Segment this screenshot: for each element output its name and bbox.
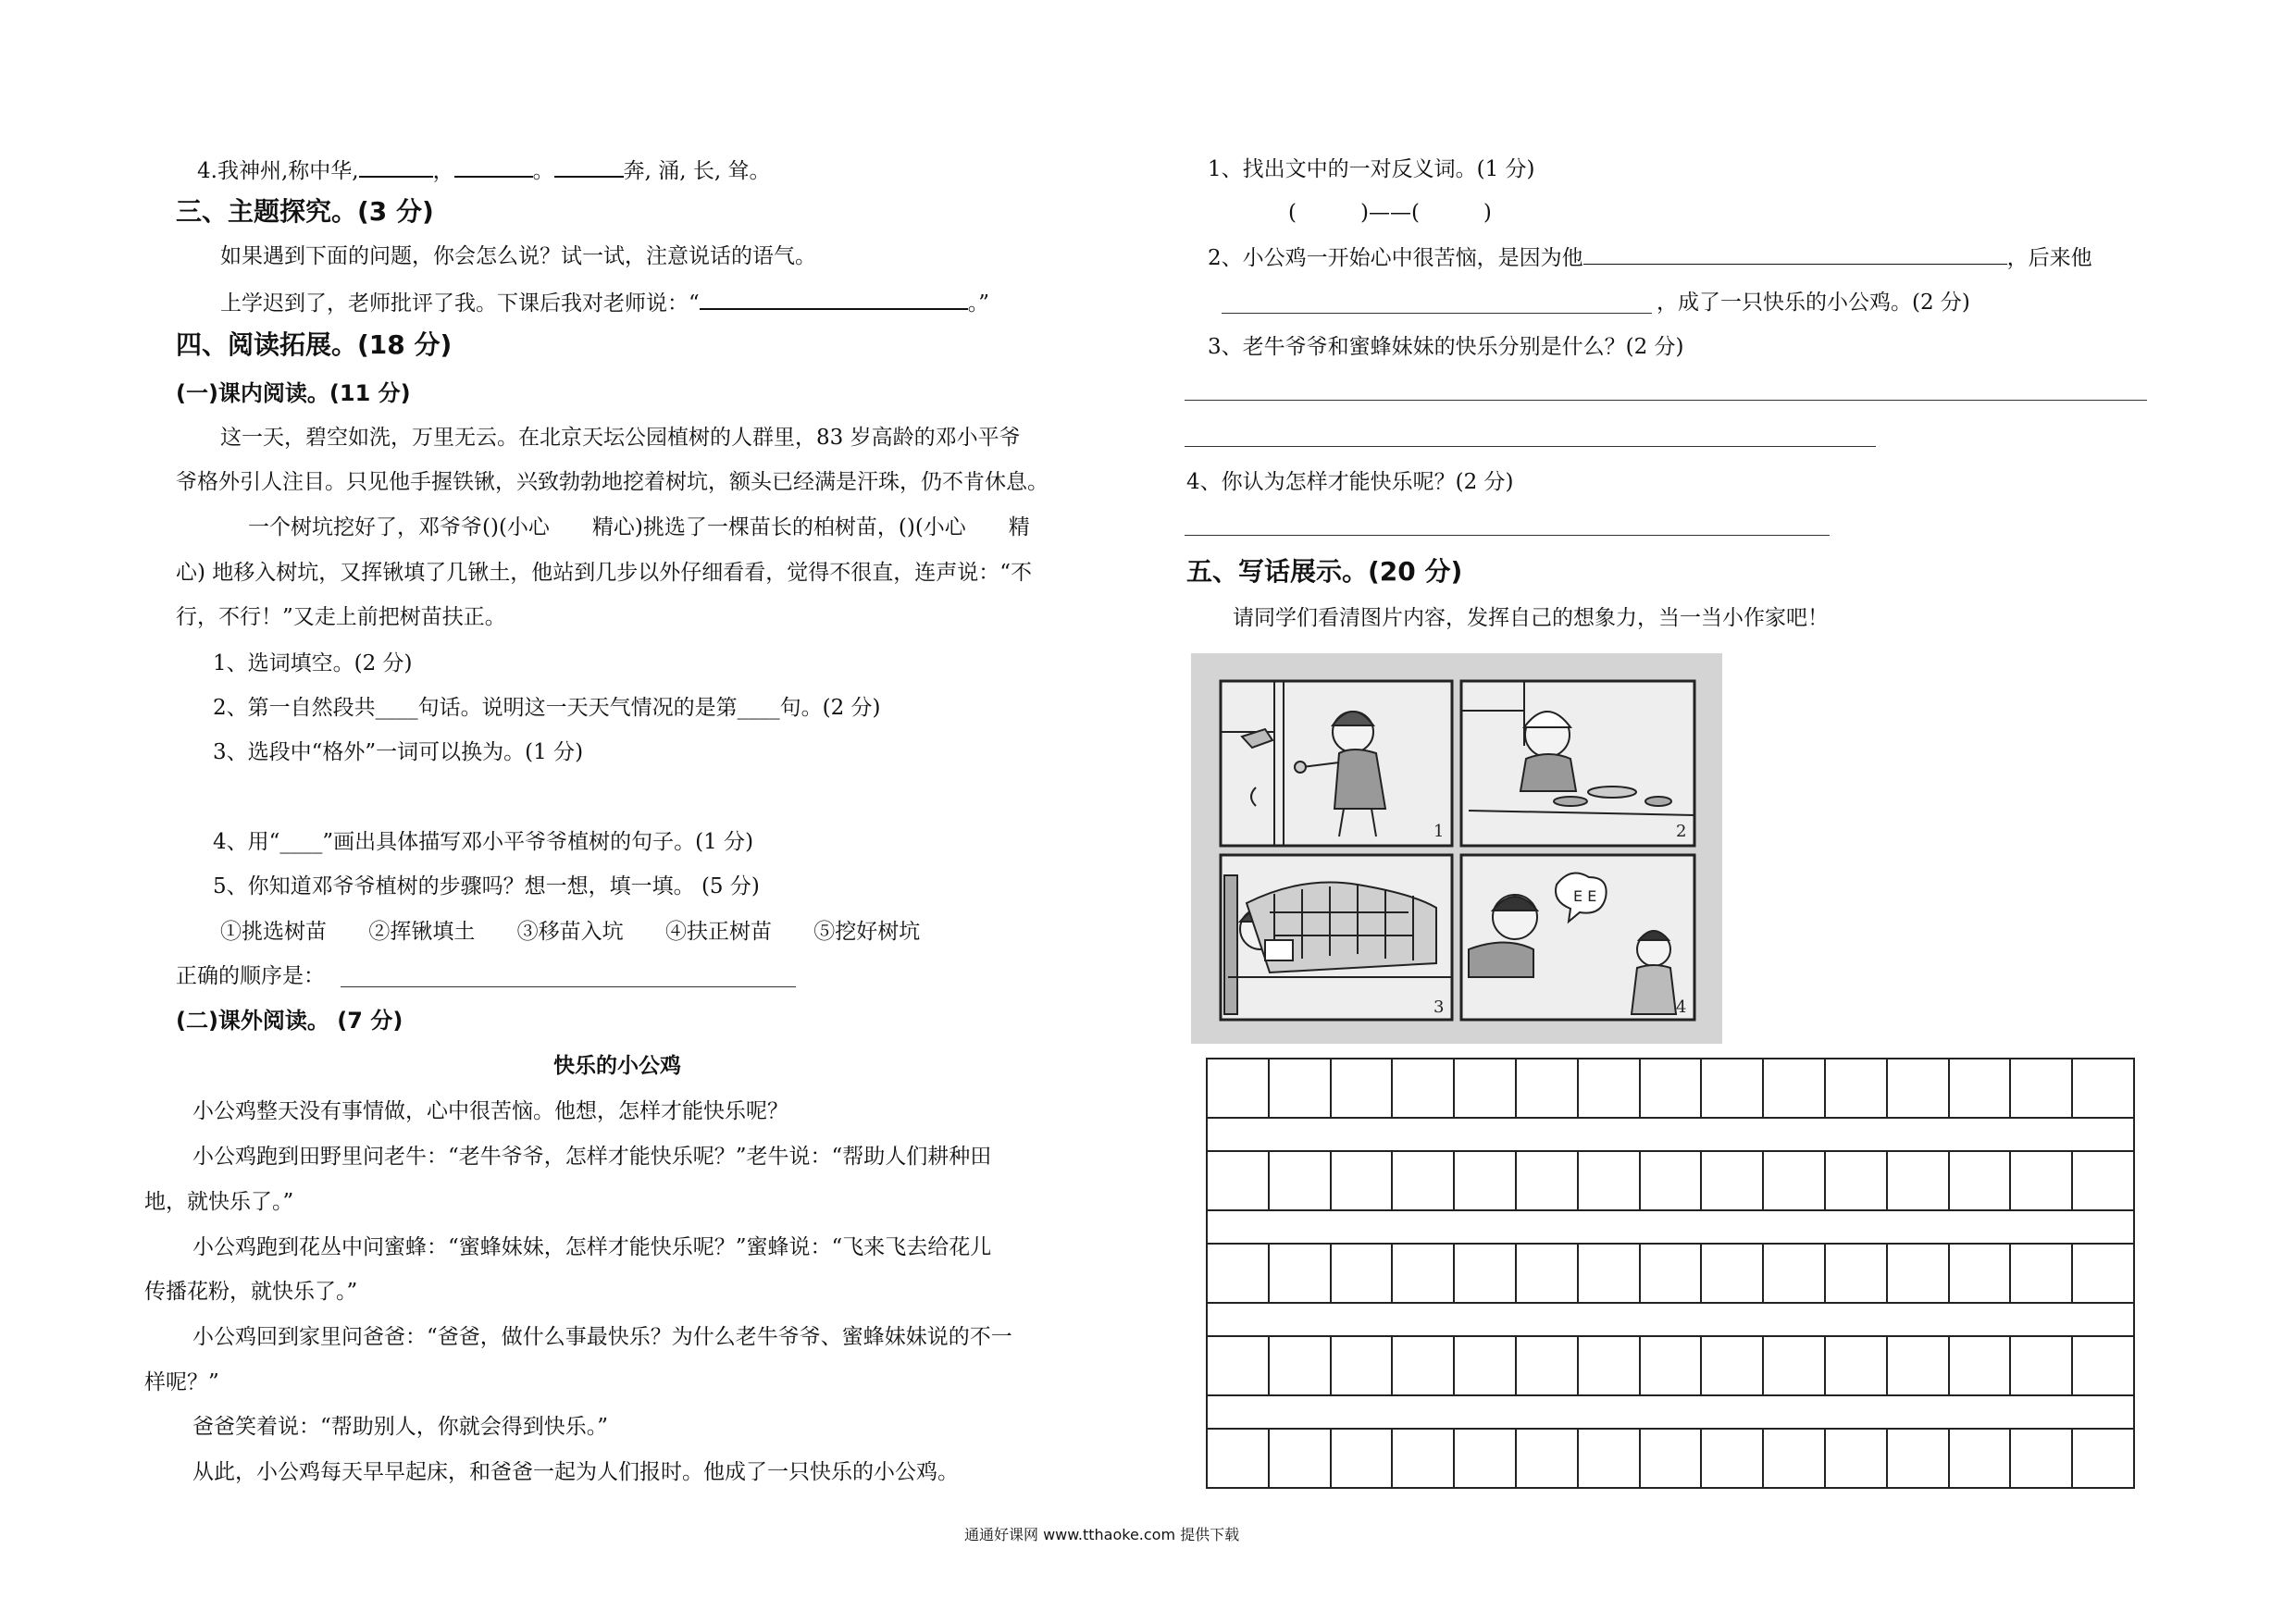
grid-cell[interactable] xyxy=(2073,1152,2133,1209)
right-question-2: 2、小公鸡一开始心中很苦恼，是因为他 ，后来他 xyxy=(1208,243,2092,272)
grid-cell[interactable] xyxy=(1950,1337,2012,1394)
grid-cell[interactable] xyxy=(1332,1152,1394,1209)
grid-cell[interactable] xyxy=(1455,1337,1517,1394)
order-label: 正确的顺序是： xyxy=(176,964,325,988)
step-list: ①挑选树苗 ②挥锹填土 ③移苗入坑 ④扶正树苗 ⑤挖好树坑 xyxy=(220,920,921,944)
passage-line: 这一天，碧空如洗，万里无云。在北京天坛公园植树的人群里，83 岁高龄的邓小平爷 xyxy=(220,426,1021,450)
story-line: 样呢？” xyxy=(144,1370,219,1394)
grid-cell[interactable] xyxy=(1888,1059,1950,1117)
grid-cell[interactable] xyxy=(1826,1152,1888,1209)
grid-row[interactable] xyxy=(1206,1058,2135,1119)
story-line: 地，就快乐了。” xyxy=(144,1190,294,1214)
section-3-intro: 如果遇到下面的问题，你会怎么说？试一试，注意说话的语气。 xyxy=(220,244,816,268)
grid-cell[interactable] xyxy=(1393,1337,1455,1394)
right-question-2-tail: ，成了一只快乐的小公鸡。(2 分) xyxy=(1657,291,1970,315)
grid-cell[interactable] xyxy=(1455,1430,1517,1487)
footer-text: 通通好课网 www.tthaoke.com 提供下载 xyxy=(964,1526,1240,1543)
grid-cell[interactable] xyxy=(1517,1430,1579,1487)
grid-cell[interactable] xyxy=(2011,1245,2073,1302)
grid-cell[interactable] xyxy=(1641,1337,1703,1394)
grid-row[interactable] xyxy=(1206,1335,2135,1396)
story-line: 小公鸡整天没有事情做，心中很苦恼。他想，怎样才能快乐呢？ xyxy=(192,1099,788,1123)
question-4: 4、用“____”画出具体描写邓小平爷爷植树的句子。(1 分) xyxy=(213,830,754,854)
story-line: 从此，小公鸡每天早早起床，和爸爸一起为人们报时。他成了一只快乐的小公鸡。 xyxy=(192,1460,959,1484)
section-5-intro: 请同学们看清图片内容，发挥自己的想象力，当一当小作家吧！ xyxy=(1233,606,1829,630)
grid-row[interactable] xyxy=(1206,1243,2135,1304)
grid-cell[interactable] xyxy=(1208,1152,1270,1209)
grid-cell[interactable] xyxy=(1702,1337,1764,1394)
grid-cell[interactable] xyxy=(1826,1337,1888,1394)
panel-number: 3 xyxy=(1433,997,1445,1017)
story-line: 传播花粉，就快乐了。” xyxy=(144,1280,358,1304)
story-line: 爸爸笑着说：“帮助别人，你就会得到快乐。” xyxy=(192,1415,609,1439)
grid-cell[interactable] xyxy=(1455,1059,1517,1117)
writing-grid[interactable] xyxy=(1206,1058,2135,1489)
grid-cell[interactable] xyxy=(1393,1430,1455,1487)
grid-cell[interactable] xyxy=(1270,1152,1332,1209)
grid-cell[interactable] xyxy=(1579,1245,1641,1302)
grid-cell[interactable] xyxy=(1641,1430,1703,1487)
grid-cell[interactable] xyxy=(1826,1245,1888,1302)
grid-cell[interactable] xyxy=(2073,1430,2133,1487)
story-title: 快乐的小公鸡 xyxy=(553,1054,681,1078)
grid-cell[interactable] xyxy=(1455,1245,1517,1302)
section-4-title: 四、阅读拓展。(18 分) xyxy=(176,329,453,360)
answer-line[interactable] xyxy=(1185,446,1876,447)
grid-spacer xyxy=(1206,1209,2135,1245)
antonym-blanks[interactable]: ( )——( ) xyxy=(1288,201,1492,225)
grid-cell[interactable] xyxy=(1826,1059,1888,1117)
grid-cell[interactable] xyxy=(1270,1059,1332,1117)
right-question-1: 1、找出文中的一对反义词。(1 分) xyxy=(1208,157,1535,181)
grid-spacer xyxy=(1206,1302,2135,1337)
grid-row[interactable] xyxy=(1206,1150,2135,1211)
answer-blank[interactable] xyxy=(1583,243,2007,265)
grid-cell[interactable] xyxy=(1764,1245,1826,1302)
grid-cell[interactable] xyxy=(1888,1337,1950,1394)
grid-cell[interactable] xyxy=(1270,1245,1332,1302)
blank[interactable] xyxy=(554,155,624,178)
grid-cell[interactable] xyxy=(1702,1059,1764,1117)
answer-line[interactable] xyxy=(1185,535,1830,536)
answer-blank[interactable] xyxy=(700,288,968,310)
grid-cell[interactable] xyxy=(1579,1430,1641,1487)
comic-picture xyxy=(1191,653,1722,1044)
grid-cell[interactable] xyxy=(2073,1337,2133,1394)
grid-cell[interactable] xyxy=(1517,1152,1579,1209)
grid-cell[interactable] xyxy=(1455,1152,1517,1209)
story-line: 小公鸡跑到田野里问老牛：“老牛爷爷，怎样才能快乐呢？”老牛说：“帮助人们耕种田 xyxy=(192,1145,992,1169)
story-line: 小公鸡跑到花丛中问蜜蜂：“蜜蜂妹妹，怎样才能快乐呢？”蜜蜂说：“飞来飞去给花儿 xyxy=(192,1235,992,1259)
grid-row[interactable] xyxy=(1206,1428,2135,1489)
grid-cell[interactable] xyxy=(2011,1152,2073,1209)
right-question-3: 3、老牛爷爷和蜜蜂妹妹的快乐分别是什么？(2 分) xyxy=(1208,335,1684,359)
passage-line: 爷格外引人注目。只见他手握铁锹，兴致勃勃地挖着树坑，额头已经满是汗珠，仍不肯休息。 xyxy=(176,470,1049,494)
grid-cell[interactable] xyxy=(1393,1152,1455,1209)
grid-cell[interactable] xyxy=(1950,1245,2012,1302)
grid-cell[interactable] xyxy=(1950,1430,2012,1487)
question-5: 5、你知道邓爷爷植树的步骤吗？想一想，填一填。 (5 分) xyxy=(213,874,760,898)
grid-cell[interactable] xyxy=(1888,1245,1950,1302)
grid-cell[interactable] xyxy=(2011,1059,2073,1117)
panel-number: 1 xyxy=(1433,822,1445,841)
grid-cell[interactable] xyxy=(2011,1337,2073,1394)
grid-cell[interactable] xyxy=(1826,1430,1888,1487)
grid-cell[interactable] xyxy=(1641,1059,1703,1117)
grid-cell[interactable] xyxy=(2011,1430,2073,1487)
fill-in-question-4: 4.我神州,称中华, ， 。 奔, 涌, 长, 耸。 xyxy=(197,155,770,185)
grid-cell[interactable] xyxy=(1950,1059,2012,1117)
panel-2 xyxy=(1461,681,1694,846)
question-3: 3、选段中“格外”一词可以换为。(1 分) xyxy=(213,740,584,764)
grid-cell[interactable] xyxy=(1332,1245,1394,1302)
grid-cell[interactable] xyxy=(1764,1337,1826,1394)
grid-cell[interactable] xyxy=(1517,1059,1579,1117)
right-question-4: 4、你认为怎样才能快乐呢？(2 分) xyxy=(1186,470,1514,494)
grid-cell[interactable] xyxy=(1332,1337,1394,1394)
grid-cell[interactable] xyxy=(1764,1059,1826,1117)
grid-spacer xyxy=(1206,1394,2135,1430)
section-5-title: 五、写话展示。(20 分) xyxy=(1186,556,1463,587)
grid-cell[interactable] xyxy=(1270,1337,1332,1394)
question-1: 1、选词填空。(2 分) xyxy=(213,651,413,675)
grid-cell[interactable] xyxy=(1208,1059,1270,1117)
grid-cell[interactable] xyxy=(1641,1245,1703,1302)
subsection-1-title: (一)课内阅读。(11 分) xyxy=(176,380,411,406)
subsection-2-title: (二)课外阅读。 (7 分) xyxy=(176,1008,403,1034)
speech-bubble-text: E E xyxy=(1573,887,1597,905)
section-3-prompt: 上学迟到了，老师批评了我。下课后我对老师说：“ 。” xyxy=(220,288,989,317)
grid-cell[interactable] xyxy=(1270,1430,1332,1487)
grid-cell[interactable] xyxy=(1579,1337,1641,1394)
order-answer-line[interactable] xyxy=(341,986,796,987)
grid-cell[interactable] xyxy=(1332,1430,1394,1487)
grid-cell[interactable] xyxy=(1332,1059,1394,1117)
story-line: 小公鸡回到家里问爸爸：“爸爸，做什么事最快乐？为什么老牛爷爷、蜜蜂妹妹说的不一 xyxy=(192,1325,1012,1349)
passage-line: 行，不行！”又走上前把树苗扶正。 xyxy=(176,605,506,629)
answer-line[interactable] xyxy=(1185,400,2147,401)
grid-cell[interactable] xyxy=(2073,1059,2133,1117)
grid-cell[interactable] xyxy=(1517,1337,1579,1394)
grid-cell[interactable] xyxy=(1764,1430,1826,1487)
passage-line: 一个树坑挖好了，邓爷爷()(小心 精心)挑选了一棵苗长的柏树苗，()(小心 精 xyxy=(248,515,1030,539)
grid-cell[interactable] xyxy=(1579,1152,1641,1209)
grid-cell[interactable] xyxy=(1208,1337,1270,1394)
grid-cell[interactable] xyxy=(2073,1245,2133,1302)
question-2: 2、第一自然段共____句话。说明这一天天气情况的是第____句。(2 分) xyxy=(213,696,881,720)
blank[interactable] xyxy=(454,155,533,178)
grid-spacer xyxy=(1206,1117,2135,1152)
grid-cell[interactable] xyxy=(1764,1152,1826,1209)
grid-cell[interactable] xyxy=(1517,1245,1579,1302)
panel-number: 2 xyxy=(1676,822,1687,841)
panel-number: 4 xyxy=(1676,997,1687,1017)
answer-line[interactable] xyxy=(1222,313,1652,314)
grid-cell[interactable] xyxy=(1208,1245,1270,1302)
grid-cell[interactable] xyxy=(1393,1059,1455,1117)
grid-cell[interactable] xyxy=(1579,1059,1641,1117)
grid-cell[interactable] xyxy=(1888,1152,1950,1209)
grid-cell[interactable] xyxy=(1702,1430,1764,1487)
section-3-title: 三、主题探究。(3 分) xyxy=(176,196,434,227)
grid-cell[interactable] xyxy=(1702,1152,1764,1209)
grid-cell[interactable] xyxy=(1950,1152,2012,1209)
grid-cell[interactable] xyxy=(1888,1430,1950,1487)
grid-cell[interactable] xyxy=(1393,1245,1455,1302)
passage-line: 心) 地移入树坑，又挥锹填了几锹土，他站到几步以外仔细看看，觉得不很直，连声说：“不 xyxy=(176,561,1033,585)
grid-cell[interactable] xyxy=(1641,1152,1703,1209)
blank[interactable] xyxy=(359,155,433,178)
grid-cell[interactable] xyxy=(1208,1430,1270,1487)
grid-cell[interactable] xyxy=(1702,1245,1764,1302)
